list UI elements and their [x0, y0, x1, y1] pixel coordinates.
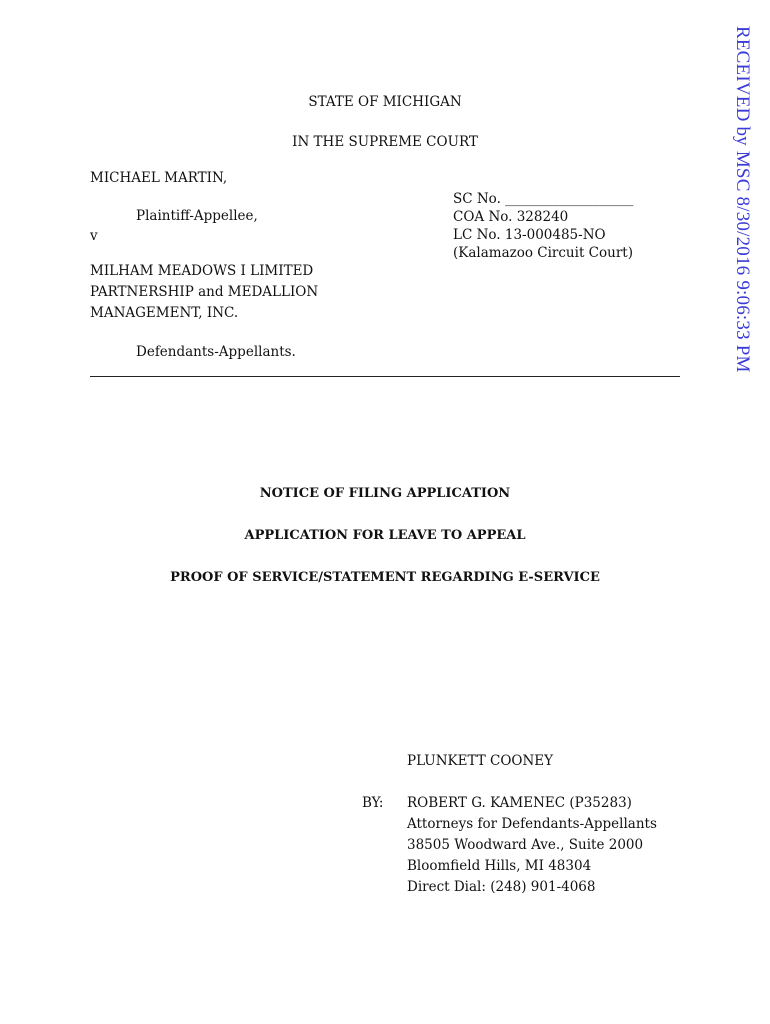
application-title: APPLICATION FOR LEAVE TO APPEAL [244, 528, 526, 543]
court-heading: IN THE SUPREME COURT [292, 134, 478, 150]
defendant-name-line: MANAGEMENT, INC. [90, 305, 239, 321]
attorney-block [407, 793, 657, 898]
attorney-role: Attorneys for Defendants-Appellants [407, 816, 657, 832]
lc-number: LC No. 13-000485-NO [453, 227, 606, 243]
plaintiff-name: MICHAEL MARTIN, [90, 170, 228, 186]
proof-title: PROOF OF SERVICE/STATEMENT REGARDING E-SERVICE [170, 570, 600, 585]
attorney-name: ROBERT G. KAMENEC (P35283) [407, 795, 632, 811]
defendant-name-line: MILHAM MEADOWS I LIMITED [90, 263, 314, 279]
case-numbers [453, 189, 633, 264]
received-stamp: RECEIVED by MSC 8/30/2016 9:06:33 PM [732, 26, 753, 373]
plaintiff-role: Plaintiff-Appellee, [136, 208, 258, 224]
notice-title: NOTICE OF FILING APPLICATION [259, 486, 511, 501]
by-label: BY: [362, 795, 384, 811]
versus-label: v [90, 228, 98, 244]
defendant-name-line: PARTNERSHIP and MEDALLION [90, 284, 319, 300]
state-heading: STATE OF MICHIGAN [308, 94, 462, 110]
coa-number: COA No. 328240 [453, 209, 569, 225]
attorney-phone: Direct Dial: (248) 901-4068 [407, 879, 596, 895]
defendant-role: Defendants-Appellants. [136, 344, 296, 360]
sc-number: SC No. ___________________ [453, 191, 634, 207]
court-origin: (Kalamazoo Circuit Court) [453, 245, 633, 261]
attorney-city: Bloomfield Hills, MI 48304 [407, 858, 592, 874]
attorney-address: 38505 Woodward Ave., Suite 2000 [407, 837, 644, 853]
caption-divider [90, 376, 680, 377]
firm-name: PLUNKETT COONEY [407, 753, 554, 769]
defendant-names [90, 261, 318, 324]
